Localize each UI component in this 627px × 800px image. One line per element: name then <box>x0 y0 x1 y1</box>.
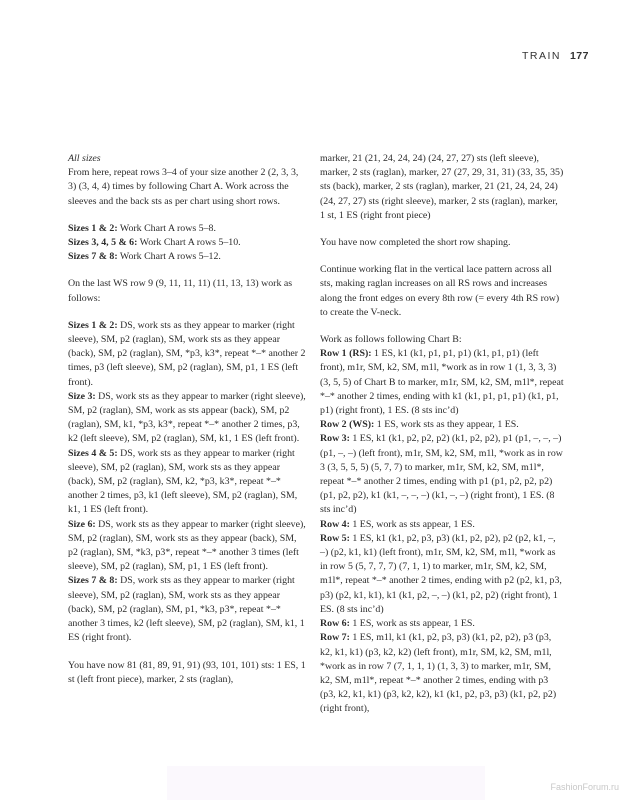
running-header <box>522 50 589 62</box>
instruction-label: Sizes 3, 4, 5 & 6: <box>68 237 138 249</box>
instruction-text: 1 ES, k1 (k1, p1, p1, p1) (k1, p1, p1) (left front), m1r, SM, k2, SM, m1l, *work as in row 1 (1, 3, 3, 3) (3, 5, 5) of Chart B to marker, m1r, SM, k2, SM, m1l*, repeat *–* another 2 times, ending with k1 (k1, p1, p1, p1) (k1, p1, p1) (right front), 1 ES. (8 sts inc’d) <box>320 348 564 417</box>
instruction-label: Row 2 (WS): <box>320 419 375 431</box>
instruction-label: Row 5: <box>320 532 350 544</box>
instruction-line <box>68 250 308 264</box>
paragraph-text: You have now 81 (81, 89, 91, 91) (93, 101, 101) sts: 1 ES, 1 st (left front piece), marker, 2 sts (raglan), <box>68 659 306 685</box>
instruction-label: Row 3: <box>320 433 350 445</box>
instruction-line <box>68 447 308 518</box>
instruction-text: Work Chart A rows 5–8. <box>117 222 216 234</box>
instruction-text: Work Chart A rows 5–12. <box>117 251 221 263</box>
paragraph <box>68 277 308 305</box>
instruction-label: Sizes 7 & 8: <box>68 251 118 263</box>
paragraph <box>68 222 308 265</box>
section-title: TRAIN <box>521 50 561 62</box>
paragraph <box>320 236 565 250</box>
instruction-text: 1 ES, work sts as they appear, 1 ES. <box>374 419 519 431</box>
instruction-text: DS, work sts as they appear to marker (right sleeve), SM, p2 (raglan), SM, work sts as they appear (back), SM, p2 (raglan), SM, k2, *p3, k3*, repeat *–* another 2 times, p3, k1 (left sleeve), SM, p2 (raglan), SM, k1, 1 ES (left front). <box>68 447 298 516</box>
paragraph <box>68 659 308 687</box>
paragraph <box>68 152 308 209</box>
instruction-line <box>320 432 565 517</box>
instruction-line <box>68 574 308 645</box>
paragraph <box>320 152 565 223</box>
footer-bar <box>167 766 485 800</box>
instruction-line <box>68 222 308 236</box>
instruction-line <box>320 418 565 432</box>
instruction-label: Row 7: <box>320 632 350 644</box>
paragraph-text: marker, 21 (21, 24, 24, 24) (24, 27, 27) sts (left sleeve), marker, 2 sts (raglan), marker, 27 (27, 29, 31, 31) (33, 35, 35) sts (back), marker, 2 sts (raglan), marker, 21 (21, 24, 24, 24) (24, 27, 27) sts (right sleeve), marker, 2 sts (raglan), marker, 1 st, 1 ES (right front piece) <box>320 153 564 221</box>
instruction-text: 1 ES, k1 (k1, p2, p3, p3) (k1, p2, p2), p2 (p2, k1, –, –) (p2, k1, k1) (left front), m1r, SM, k2, SM, m1l, *work as in row 5 (5, 7, 7, 7) (7, 1, 1) to marker, m1r, SM, k2, SM, m1l*, repeat *–* another 2 times, ending with p2 (p2, k1, p3, p3) (p2, k1, k1), k1 (k1, p2, –, –) (k1, p2, p2) (right front), 1 ES. (8 sts inc’d) <box>320 532 562 615</box>
instruction-text: Work Chart A rows 5–10. <box>137 237 241 249</box>
instruction-line <box>68 518 308 575</box>
instruction-label: Sizes 4 & 5: <box>68 447 118 459</box>
instruction-line <box>320 518 565 532</box>
section-label: All sizes <box>68 153 101 164</box>
instruction-line <box>320 617 565 631</box>
instruction-label: Row 4: <box>320 518 350 530</box>
instruction-line <box>68 236 308 250</box>
instruction-line <box>320 347 565 418</box>
paragraph <box>320 333 565 716</box>
paragraph <box>320 263 565 320</box>
instruction-label: Row 1 (RS): <box>320 348 372 360</box>
instruction-line <box>320 631 565 716</box>
left-column <box>68 152 308 700</box>
instruction-line <box>68 390 308 447</box>
paragraph-text: You have now completed the short row shaping. <box>320 237 511 249</box>
instruction-label: Sizes 7 & 8: <box>68 575 118 587</box>
instruction-text: DS, work sts as they appear to marker (right sleeve), SM, p2 (raglan), SM, work sts as they appear (back), SM, p2 (raglan), SM, p1, *k3, p3*, repeat *–* another 3 times, k2 (left sleeve), SM, p2 (raglan), SM, k1, 1 ES (right front). <box>68 575 305 644</box>
instruction-text: 1 ES, k1 (k1, p2, p2, p2) (k1, p2, p2), p1 (p1, –, –, –) (p1, –, –) (left front), m1r, SM, k2, SM, m1l, *work as in row 3 (3, 5, 5, 5) (5, 7, 7) to marker, m1r, SM, k2, SM, m1l*, repeat *–* another 2 times, ending with p1 (p1, p2, p2, p2) (p1, p2, p2), k1 (k1, –, –, –) (k1, –, –) (right front), 1 ES. (8 sts inc’d) <box>320 433 563 516</box>
paragraph-text: On the last WS row 9 (9, 11, 11, 11) (11, 13, 13) work as follows: <box>68 278 293 304</box>
instruction-label: Row 6: <box>320 618 350 630</box>
right-column <box>320 152 565 730</box>
instruction-text: DS, work sts as they appear to marker (right sleeve), SM, p2 (raglan), SM, work sts as they appear (back), SM, p2 (raglan), SM, *k3, p3*, repeat *–* another 3 times (left sleeve), SM, p2 (raglan), SM, p1, 1 ES (left front). <box>68 518 306 573</box>
instruction-line <box>68 319 308 390</box>
instruction-label: Size 6: <box>68 518 96 530</box>
paragraph-text: From here, repeat rows 3–4 of your size another 2 (2, 3, 3, 3) (3, 4, 4) times by following Chart A. Work across the sleeves and the back sts as per chart using short rows. <box>68 167 299 207</box>
instruction-label: Size 3: <box>68 390 96 402</box>
instruction-line <box>320 532 565 617</box>
instruction-line <box>320 333 565 347</box>
watermark: FashionForum.ru <box>550 782 619 792</box>
paragraph <box>68 319 308 646</box>
paragraph-text: Continue working flat in the vertical lace pattern across all sts, making raglan increases on all RS rows and increases along the front edges on every 8th row (= every 4th RS row) to create the V-neck. <box>320 264 560 318</box>
instruction-text: 1 ES, work as sts appear, 1 ES. <box>349 518 475 530</box>
instruction-text: DS, work sts as they appear to marker (right sleeve), SM, p2 (raglan), SM, work sts as they appear (back), SM, p2 (raglan), SM, *p3, k3*, repeat *–* another 2 times, p3 (left sleeve), SM, p2 (raglan), SM, p1, 1 ES (left front). <box>68 319 306 388</box>
instruction-text: Work as follows following Chart B: <box>320 334 462 346</box>
instruction-text: 1 ES, m1l, k1 (k1, p2, p3, p3) (k1, p2, p2), p3 (p3, k2, k1, k1) (p3, k2, k2) (left front), m1r, SM, k2, SM, m1l, *work as in row 7 (7, 1, 1, 1) (1, 3, 3) to marker, m1r, SM, k2, SM, m1l*, repeat *–* another 2 times, ending with p3 (p3, k2, k1, k1) (p3, k2, k2), k1 (k1, p2, p3, p3) (k1, p2, p2) (right front), <box>320 632 557 715</box>
instruction-text: 1 ES, work as sts appear, 1 ES. <box>349 618 475 630</box>
instruction-text: DS, work sts as they appear to marker (right sleeve), SM, p2 (raglan), SM, work as sts appear (back), SM, p2 (raglan), SM, k1, *p3, k3*, repeat *–* another 2 times, p3, k2 (left sleeve), SM, p2 (raglan), SM, k1, 1 ES (left front). <box>68 390 306 445</box>
instruction-label: Sizes 1 & 2: <box>68 319 118 331</box>
instruction-label: Sizes 1 & 2: <box>68 222 118 234</box>
page-number: 177 <box>569 50 589 62</box>
